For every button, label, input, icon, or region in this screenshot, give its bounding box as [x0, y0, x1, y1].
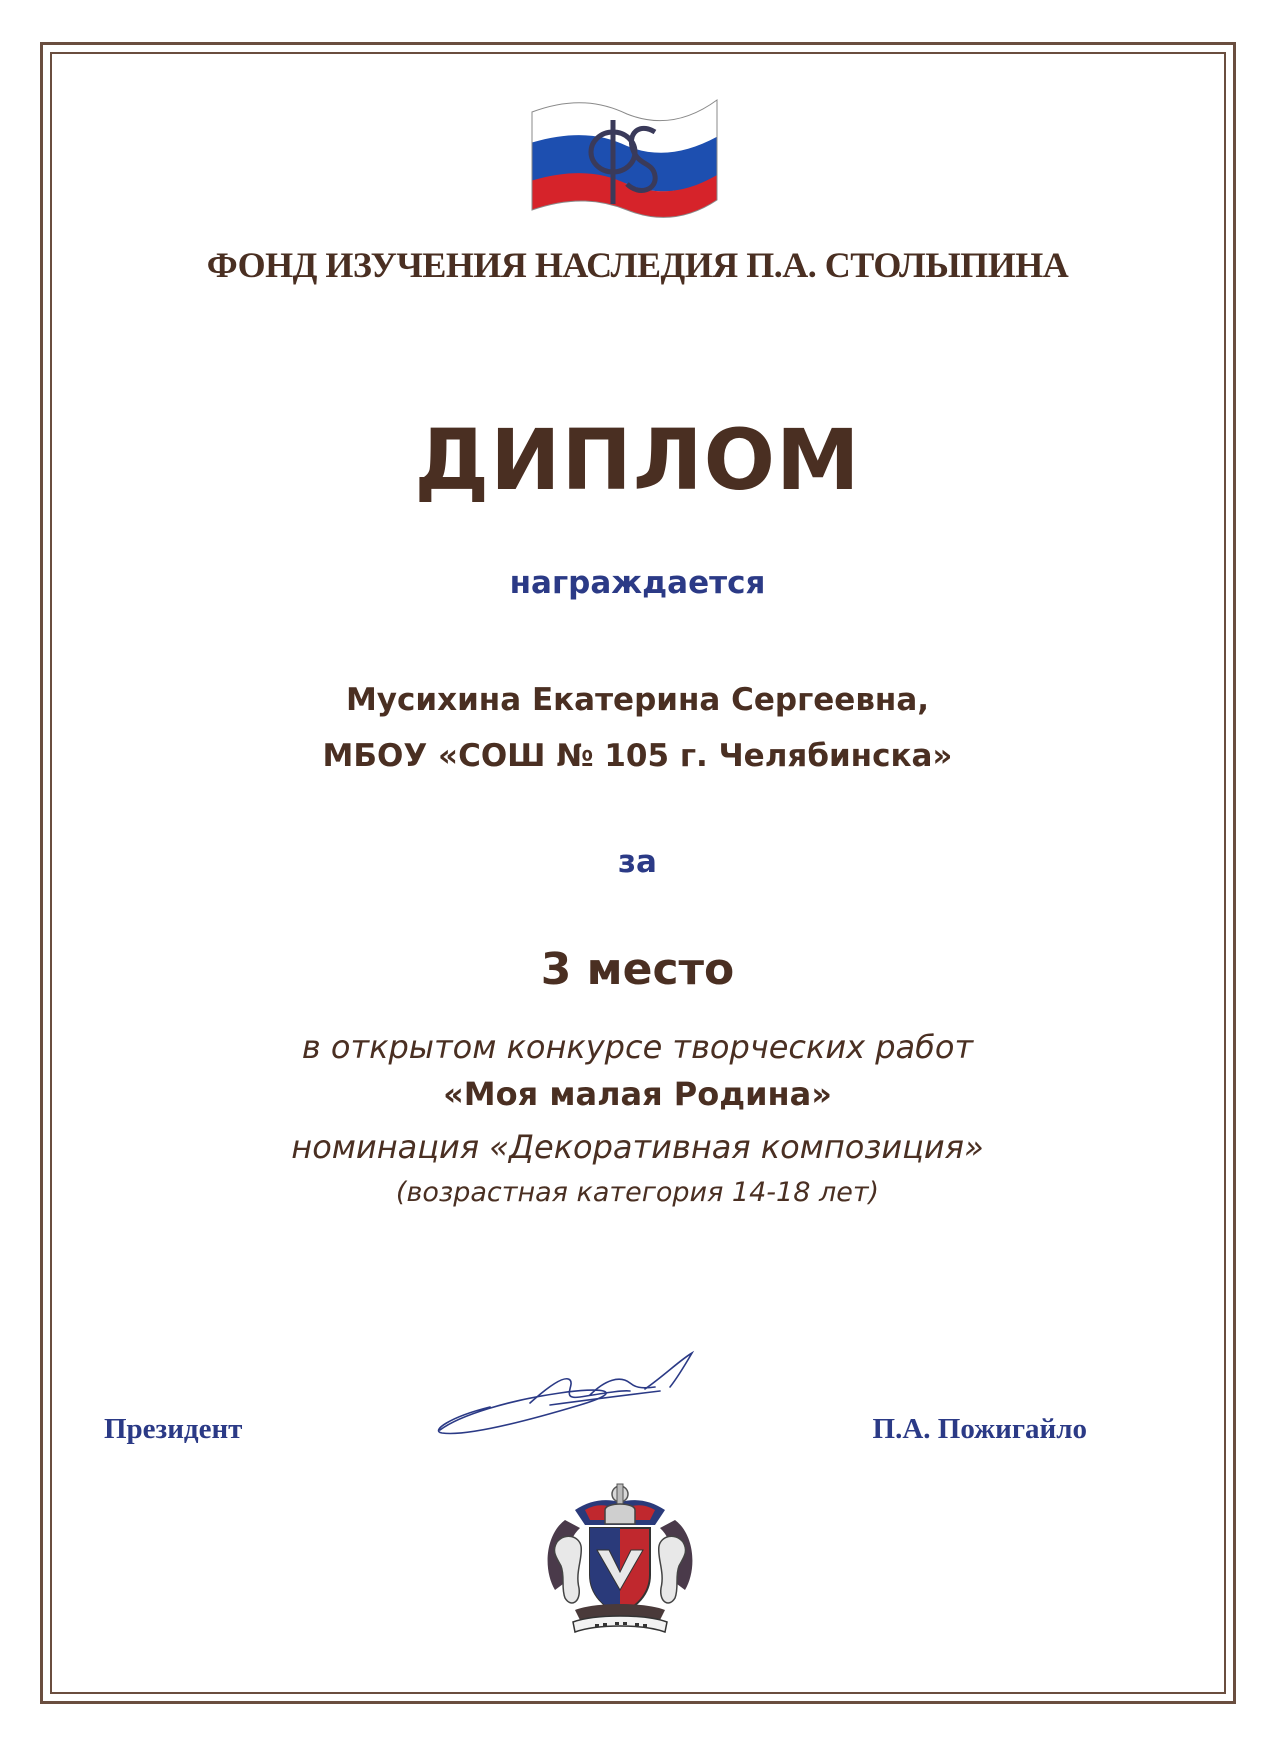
recipient-school: МБОУ «СОШ № 105 г. Челябинска»: [322, 738, 953, 774]
diploma-title: ДИПЛОМ: [414, 411, 861, 509]
signatory-role: Президент: [104, 1413, 243, 1445]
nomination: номинация «Декоративная композиция»: [291, 1128, 984, 1166]
coat-of-arms-icon: [535, 1480, 705, 1640]
age-category: (возрастная категория 14-18 лет): [395, 1177, 880, 1208]
foundation-logo-icon: [527, 92, 722, 222]
organization-name: ФОНД ИЗУЧЕНИЯ НАСЛЕДИЯ П.А. СТОЛЫПИНА: [206, 245, 1069, 285]
contest-description: в открытом конкурсе творческих работ: [301, 1028, 974, 1066]
recipient-name: Мусихина Екатерина Сергеевна,: [345, 682, 930, 718]
contest-name: «Моя малая Родина»: [443, 1075, 832, 1113]
handwritten-signature: [430, 1345, 710, 1445]
for-label: за: [618, 844, 657, 880]
awarded-label: награждается: [509, 565, 766, 601]
award-place: 3 место: [540, 944, 735, 995]
signatory-name: П.А. Пожигайло: [872, 1413, 1087, 1445]
